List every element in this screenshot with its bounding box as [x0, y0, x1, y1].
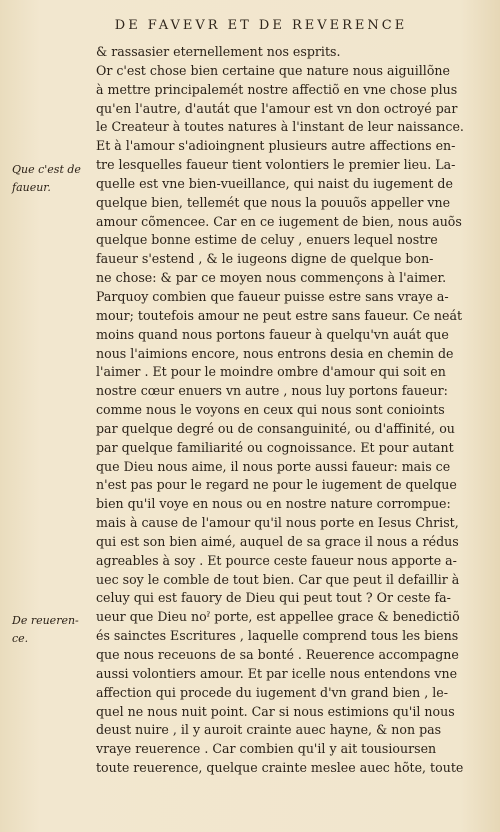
body-text	[96, 43, 476, 778]
text-line: quelque bonne estime de celuy , enuers lequel nostre	[96, 232, 438, 248]
text-line: tre lesquelles faueur tient volontiers le premier lieu. La-	[96, 157, 456, 173]
text-line: n'est pas pour le regard ne pour le iugement de quelque	[96, 477, 457, 493]
text-line: que Dieu nous aime, il nous porte aussi faueur: mais ce	[96, 458, 451, 474]
margin-note-faueur	[12, 161, 92, 197]
text-line: faueur s'estend , & le iugeons digne de quelque bon-	[96, 251, 434, 267]
text-line: qu'en l'autre, d'autát que l'amour est vn don octroyé par	[96, 100, 458, 116]
text-line: toute reuerence, quelque crainte meslee auec hõte, toute	[96, 760, 464, 776]
text-line: & rassasier eternellement nos esprits.	[96, 44, 341, 59]
text-line: quel ne nous nuit point. Car si nous estimions qu'il nous	[96, 703, 455, 719]
text-line: par quelque degré ou de consanguinité, ou d'affinité, ou	[96, 420, 455, 436]
text-line: Et à l'amour s'adioingnent plusieurs autre affections en-	[96, 138, 456, 154]
margin-note-reuerence	[12, 612, 92, 648]
text-line: Or c'est chose bien certaine que nature nous aiguillõne	[96, 62, 450, 78]
text-line: le Createur à toutes natures à l'instant de leur naissance.	[96, 119, 464, 135]
text-line: moins quand nous portons faueur à quelqu'vn auát que	[96, 326, 449, 342]
text-line: mais à cause de l'amour qu'il nous porte en Iesus Christ,	[96, 515, 459, 531]
text-line: quelle est vne bien-vueillance, qui naist du iugement de	[96, 175, 453, 191]
text-line: amour cõmencee. Car en ce iugement de bien, nous auõs	[96, 213, 462, 229]
text-line: à mettre principalemét nostre affectiõ en vne chose plus	[96, 81, 458, 97]
margin-note-line: faueur.	[12, 181, 51, 194]
margin-note-line: De reueren-	[12, 614, 79, 627]
text-line: agreables à soy . Et pource ceste faueur nous apporte a-	[96, 552, 457, 568]
text-line: mour; toutefois amour ne peut estre sans faueur. Ce neát	[96, 307, 463, 323]
margin-note-line: Que c'est de	[12, 163, 81, 176]
running-head: DE FAVEVR ET DE REVERENCE	[114, 18, 408, 33]
text-line: affection qui procede du iugement d'vn grand bien , le-	[96, 684, 448, 700]
text-line: nous l'aimions encore, nous entrons desia en chemin de	[96, 345, 454, 361]
text-line: quelque bien, tellemét que nous la pouuõs appeller vne	[96, 194, 451, 210]
text-line: que nous receuons de sa bonté . Reuerence accompagne	[96, 647, 459, 662]
text-line: uec soy le comble de tout bien. Car que peut il defaillir à	[96, 571, 460, 587]
text-line: l'aimer . Et pour le moindre ombre d'amour qui soit en	[96, 364, 446, 380]
text-line: comme nous le voyons en ceux qui nous sont conioints	[96, 402, 445, 418]
margin-note-line: ce.	[12, 632, 29, 645]
text-line: celuy qui est fauory de Dieu qui peut tout ? Or ceste fa-	[96, 590, 451, 606]
text-line: ne chose: & par ce moyen nous commençons à l'aimer.	[96, 270, 447, 286]
text-line: Parquoy combien que faueur puisse estre sans vraye a-	[96, 288, 449, 304]
text-line: par quelque familiarité ou cognoissance. Et pour autant	[96, 439, 454, 455]
text-line: és sainctes Escritures , laquelle comprend tous les biens	[96, 628, 459, 644]
text-line: deust nuire , il y auroit crainte auec hayne, & non pas	[96, 722, 442, 738]
text-line: nostre cœur enuers vn autre , nous luy portons faueur:	[96, 383, 448, 399]
text-line: qui est son bien aimé, auquel de sa grace il nous a rédus	[96, 533, 459, 549]
text-line: vraye reuerence . Car combien qu'il y ait tousioursen	[96, 741, 437, 757]
text-line: aussi volontiers amour. Et par icelle nous entendons vne	[96, 665, 458, 681]
text-line: bien qu'il voye en nous ou en nostre nature corrompue:	[96, 496, 451, 512]
text-line: ueur que Dieu noˀ porte, est appellee grace & benedictiõ	[96, 609, 460, 625]
